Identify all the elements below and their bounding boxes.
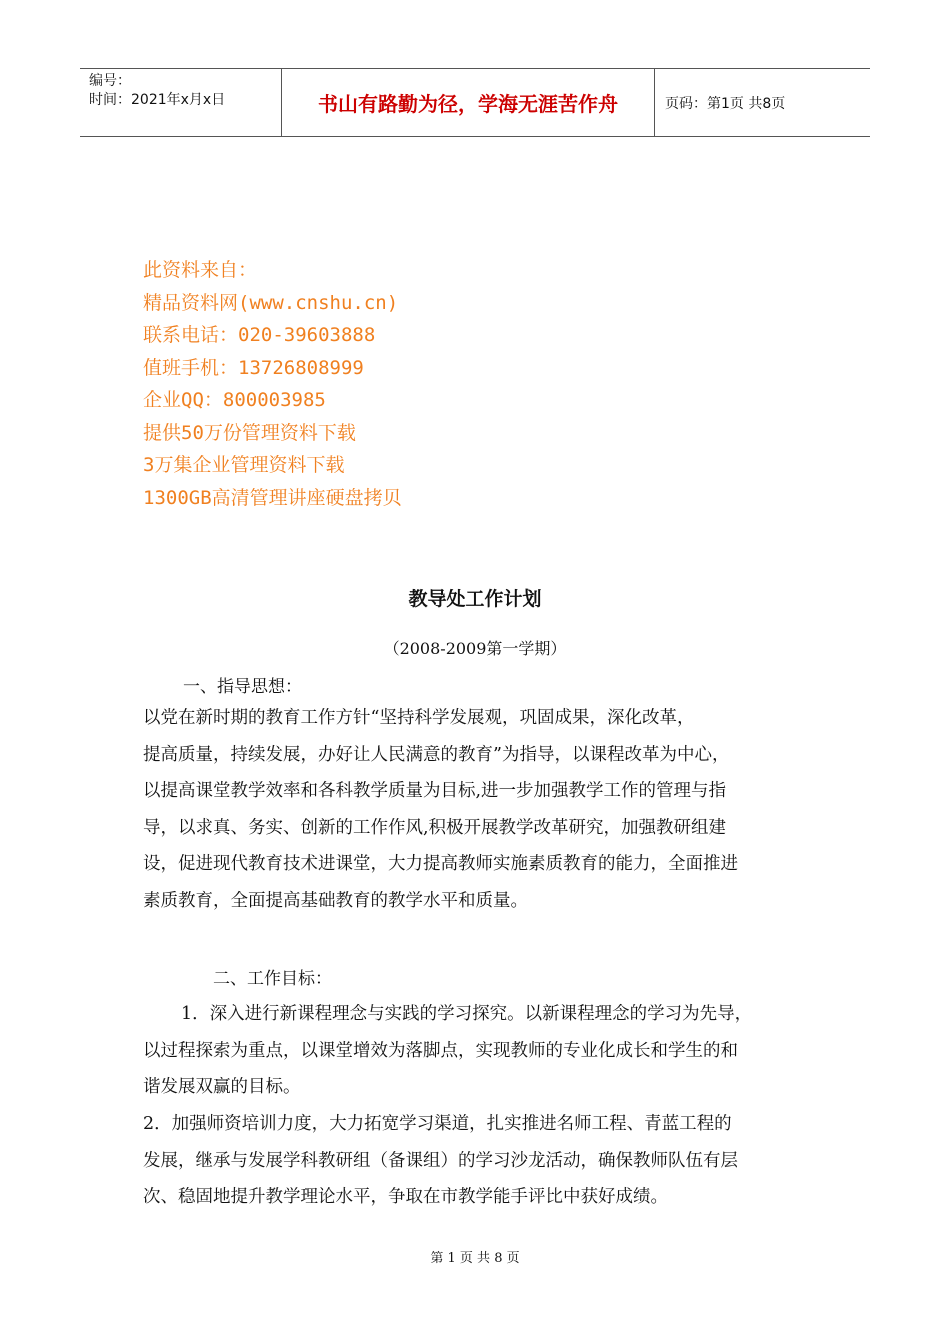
promo-block: [143, 254, 402, 514]
page-footer: 第 1 页 共 8 页: [430, 1251, 520, 1266]
goal-item-2: [143, 1106, 803, 1216]
paragraph-line: 发展，继承与发展学科教研组（备课组）的学习沙龙活动，确保教师队伍有层: [143, 1150, 738, 1171]
header-page-number: 页码：第1页 共8页: [665, 95, 786, 112]
promo-line: 值班手机：13726808999: [143, 356, 364, 379]
paragraph-line: 素质教育，全面提高基础教育的教学水平和质量。: [143, 890, 528, 911]
promo-line: 精品资料网(www.cnshu.cn): [143, 291, 399, 314]
promo-line: 提供50万份管理资料下载: [143, 421, 356, 444]
promo-line: 企业QQ：800003985: [143, 389, 326, 411]
section-heading-guiding-ideology: 一、指导思想：: [183, 677, 302, 697]
paragraph-line: 提高质量，持续发展，办好让人民满意的教育”为指导，以课程改革为中心，: [143, 744, 730, 765]
paragraph-line: 1．深入进行新课程理念与实践的学习探究。以新课程理念的学习为先导，: [181, 1004, 753, 1024]
paragraph-line: 以过程探索为重点，以课堂增效为落脚点，实现教师的专业化成长和学生的和: [143, 1040, 738, 1061]
paragraph-line: 以党在新时期的教育工作方针“坚持科学发展观，巩固成果，深化改革，: [143, 708, 695, 728]
paragraph-line: 次、稳固地提升教学理论水平，争取在市教学能手评比中获好成绩。: [143, 1187, 668, 1208]
section-paragraph-guiding-ideology: [143, 700, 803, 920]
page-header: [80, 68, 870, 137]
section-heading-work-goals: 二、工作目标：: [213, 969, 332, 989]
header-meta: [80, 69, 282, 136]
promo-line: 3万集企业管理资料下载: [143, 454, 345, 476]
paragraph-line: 以提高课堂教学效率和各科教学质量为目标,进一步加强教学工作的管理与指: [143, 781, 727, 802]
goal-item-1: [143, 996, 803, 1106]
promo-line: 1300GB高清管理讲座硬盘拷贝: [143, 486, 402, 509]
header-motto: 书山有路勤为径，学海无涯苦作舟: [282, 69, 655, 136]
paragraph-line: 谐发展双赢的目标。: [143, 1077, 301, 1098]
document-title: 教导处工作计划: [408, 588, 542, 610]
paragraph-line: 导，以求真、务实、创新的工作作风,积极开展教学改革研究，加强教研组建: [143, 817, 727, 838]
document-time: 时间：2021年x月x日: [89, 92, 226, 108]
paragraph-line: 2．加强师资培训力度，大力拓宽学习渠道，扎实推进名师工程、青蓝工程的: [143, 1114, 732, 1134]
document-subtitle: （2008-2009第一学期）: [383, 639, 567, 658]
promo-line: 此资料来自：: [143, 259, 258, 281]
paragraph-line: 设，促进现代教育技术进课堂，大力提高教师实施素质教育的能力，全面推进: [143, 854, 738, 875]
promo-line: 联系电话：020-39603888: [143, 324, 376, 346]
document-number: 编号：: [89, 73, 131, 89]
